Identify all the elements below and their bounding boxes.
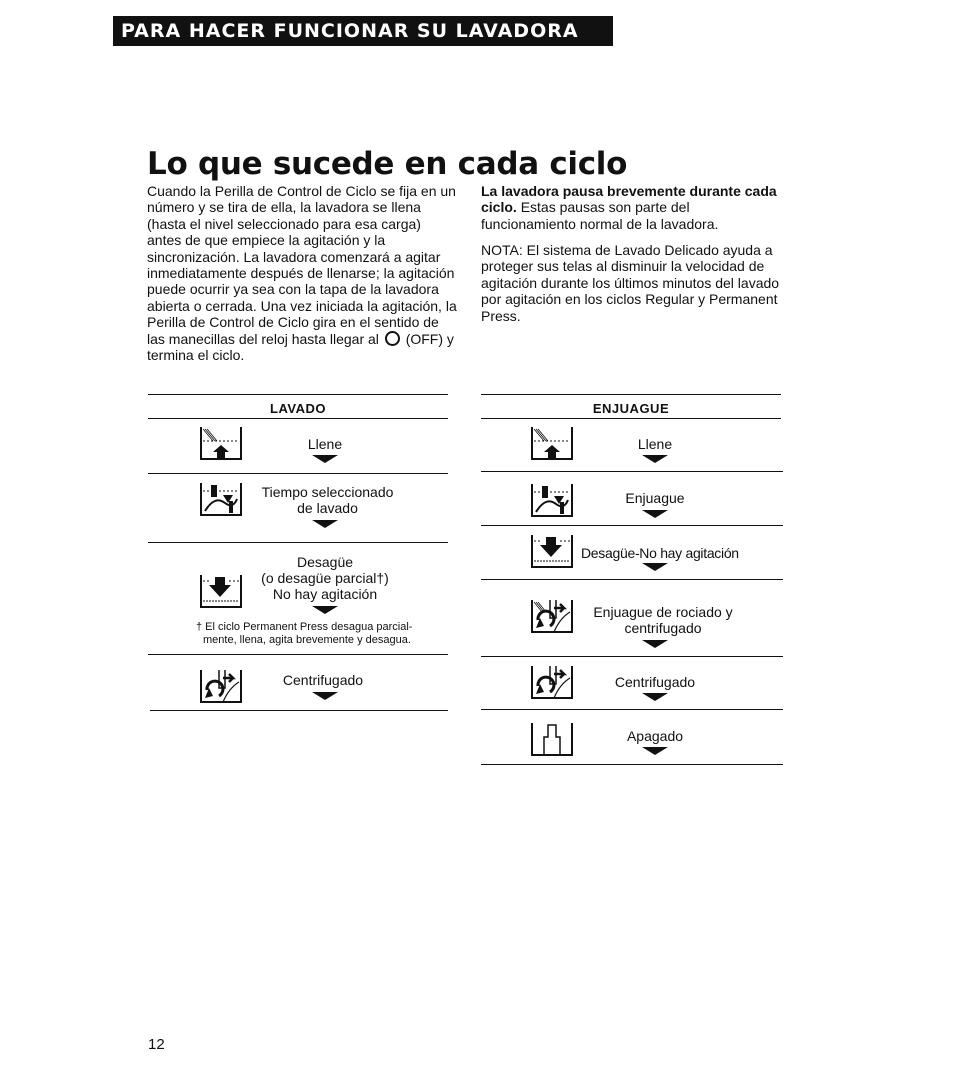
divider bbox=[148, 394, 448, 395]
down-arrow-icon bbox=[312, 606, 338, 614]
step-label: Enjuague bbox=[625, 490, 685, 506]
pause-bold-text: La lavadora pausa brevemente durante cada ciclo. bbox=[481, 183, 777, 216]
agitate-icon bbox=[199, 481, 243, 517]
down-arrow-icon bbox=[642, 455, 668, 463]
enjuague-heading: ENJUAGUE bbox=[592, 401, 670, 416]
pause-paragraph bbox=[481, 183, 781, 232]
intro-paragraph bbox=[147, 183, 457, 363]
down-arrow-icon bbox=[642, 563, 668, 571]
page-title: Lo que sucede en cada ciclo bbox=[147, 146, 628, 182]
divider bbox=[481, 471, 783, 472]
fill-icon bbox=[199, 425, 243, 461]
down-arrow-icon bbox=[642, 693, 668, 701]
divider bbox=[481, 525, 783, 526]
divider bbox=[148, 418, 448, 419]
divider bbox=[148, 542, 448, 543]
footnote: † El ciclo Permanent Press desagua parcial- bbox=[196, 621, 413, 633]
spin-icon bbox=[199, 668, 243, 704]
step-label: Enjuague de rociado y bbox=[593, 604, 733, 620]
note-paragraph: NOTA: El sistema de Lavado Delicado ayuda a proteger sus telas al disminuir la velocidad de agitación durante los últimos minutos del lavado por agitación en los ciclos Regular y Permanent Press. bbox=[481, 242, 780, 324]
down-arrow-icon bbox=[312, 520, 338, 528]
down-arrow-icon bbox=[312, 455, 338, 463]
divider bbox=[150, 710, 448, 711]
divider bbox=[481, 656, 783, 657]
step-label: centrifugado bbox=[624, 620, 702, 636]
divider bbox=[481, 709, 783, 710]
step-label: No hay agitación bbox=[272, 586, 378, 602]
divider bbox=[481, 418, 781, 419]
down-arrow-icon bbox=[312, 692, 338, 700]
divider bbox=[481, 579, 783, 580]
step-label: de lavado bbox=[297, 500, 358, 516]
step-label: Desagüe-No hay agitación bbox=[581, 545, 739, 561]
divider bbox=[148, 473, 448, 474]
section-header: PARA HACER FUNCIONAR SU LAVADORA bbox=[113, 16, 613, 46]
divider bbox=[481, 764, 783, 765]
step-label: Llene bbox=[307, 436, 343, 452]
off-circle-icon bbox=[385, 331, 400, 346]
page-number: 12 bbox=[148, 1036, 165, 1053]
spray-spin-icon bbox=[530, 598, 574, 634]
divider bbox=[148, 654, 448, 655]
drain-icon bbox=[199, 573, 243, 609]
intro-text: Cuando la Perilla de Control de Ciclo se fija en un número y se tira de ella, la lavadora se llena (hasta el nivel seleccionado para esa carga) antes de que empiece la agitación y la sincronización. La lavadora comenzará a agitar inmediatamente después de llenarse; la agitación puede ocurrir ya sea con la tapa de la lavadora abierta o cerrada. Una vez iniciada la agitación, la Perilla de Control de Ciclo gira en el sentido de las manecillas del reloj hasta llegar al bbox=[147, 183, 457, 347]
step-label: Centrifugado bbox=[282, 672, 364, 688]
drain-icon bbox=[530, 533, 574, 569]
step-label: Apagado bbox=[626, 728, 684, 744]
lavado-heading: LAVADO bbox=[270, 401, 326, 416]
intro-text-end: (OFF) y termina el ciclo. bbox=[147, 330, 454, 364]
down-arrow-icon bbox=[642, 510, 668, 518]
off-icon bbox=[530, 721, 574, 757]
down-arrow-icon bbox=[642, 640, 668, 648]
step-label: Llene bbox=[637, 436, 673, 452]
footnote: mente, llena, agita brevemente y desagua. bbox=[203, 634, 411, 646]
agitate-icon bbox=[530, 482, 574, 518]
spin-icon bbox=[530, 664, 574, 700]
step-label: Centrifugado bbox=[614, 674, 696, 690]
pause-text: Estas pausas son parte del funcionamiento normal de la lavadora. bbox=[481, 199, 719, 232]
down-arrow-icon bbox=[642, 747, 668, 755]
step-label: (o desagüe parcial†) bbox=[261, 570, 389, 586]
step-label: Desagüe bbox=[296, 554, 354, 570]
step-label: Tiempo seleccionado bbox=[261, 484, 394, 500]
fill-icon bbox=[530, 425, 574, 461]
divider bbox=[481, 394, 781, 395]
